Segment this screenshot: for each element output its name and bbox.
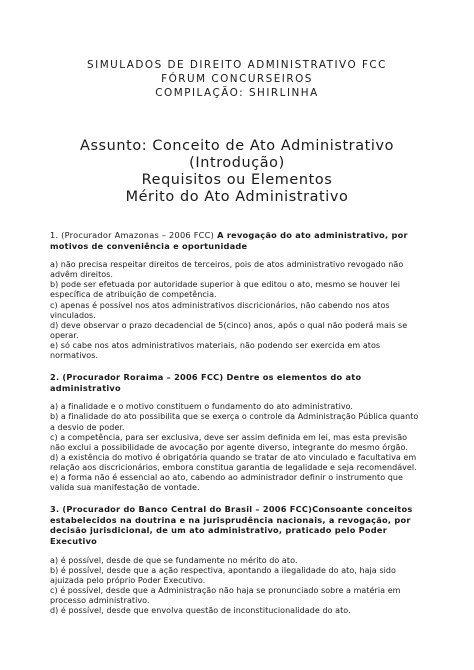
question-3-title	[50, 504, 424, 546]
option-a: a) é possível, desde de que se fundamente no mérito do ato.	[50, 555, 298, 565]
header-title: SIMULADOS DE DIREITO ADMINISTRATIVO FCC	[87, 59, 387, 71]
question-stem: Dentre os elementos do ato administrativo	[50, 372, 362, 393]
option-d: d) a existência do motivo é obrigatória quando se tratar de ato vinculado e facultativa em relação aos discricionários, embora constitua garantia de legalidade e seja recomendável.	[50, 452, 417, 472]
question-stem: Consoante conceitos estabelecidos na doutrina e na jurisprudência nacionais, a revogação, por decisão jurisdicional, de um ato administrativo, praticado pelo Poder Executivo	[50, 504, 413, 546]
option-e: e) a forma não é essencial ao ato, cabendo ao administrador definir o instrumento que valida sua manifestação de vontade.	[50, 472, 403, 493]
question-list	[50, 230, 424, 616]
question-number: 1.	[50, 230, 62, 240]
question-3	[50, 504, 424, 616]
option-c: c) é possível, desde que a Administração não haja se pronunciado sobre a matéria em processo administrativo.	[50, 585, 401, 605]
question-stem: A revogação do ato administrativo, por motivos de conveniência e oportunidade	[50, 230, 408, 251]
option-d: d) é possível, desde que envolva questão de inconstitucionalidade do ato.	[50, 606, 351, 615]
option-e: e) só cabe nos atos administrativos materiais, não podendo ser exercida em atos normativos.	[50, 340, 381, 361]
question-2-title	[50, 372, 424, 393]
subject-line-1: Assunto: Conceito de Ato Administrativo	[80, 138, 394, 154]
option-c: c) a competência, para ser exclusiva, deve ser assim definida em lei, mas esta previsão não exclui a possibilidade de avocação por agente diverso, integrante do mesmo órgão.	[50, 432, 408, 452]
header-forum: FÓRUM CONCURSEIROS	[161, 73, 313, 85]
question-number: 2.	[50, 372, 63, 383]
subject-line-4: Mérito do Ato Administrativo	[125, 189, 349, 205]
question-1-title	[50, 230, 424, 251]
option-c: c) apenas é possível nos atos administrativos discricionários, não cabendo nos atos vinculados.	[50, 300, 390, 320]
header-compilation: COMPILAÇÃO: SHIRLINHA	[155, 87, 319, 99]
subject-heading	[50, 138, 424, 206]
question-2	[50, 372, 424, 493]
option-b: b) é possível, desde que a ação respectiva, apontando a ilegalidade do ato, haja sido ajuizada pelo próprio Poder Executivo.	[50, 565, 396, 585]
option-d: d) deve observar o prazo decadencial de 5(cinco) anos, após o qual não poderá mais se operar.	[50, 320, 408, 340]
subject-line-3: Requisitos ou Elementos	[141, 172, 333, 188]
option-b: b) pode ser efetuada por autoridade superior à que editou o ato, mesmo se houver lei específica de atribuição de competência.	[50, 280, 401, 300]
subject-line-2: (Introdução)	[189, 155, 285, 171]
option-a: a) não precisa respeitar direitos de terceiros, pois de atos administrativo revogado não advêm direitos.	[50, 260, 404, 280]
question-number: 3.	[50, 504, 63, 515]
option-a: a) a finalidade e o motivo constituem o fundamento do ato administrativo.	[50, 402, 354, 412]
question-1	[50, 230, 424, 361]
document-header	[60, 58, 414, 100]
question-source: (Procurador do Banco Central do Brasil – 2006 FCC)	[62, 504, 313, 515]
option-b: b) a finalidade do ato possibilita que se exerça o controle da Administração Pública quanto a desvio de poder.	[50, 412, 419, 432]
question-source: (Procurador Amazonas – 2006 FCC)	[61, 230, 215, 240]
question-source: (Procurador Roraima – 2006 FCC)	[62, 372, 224, 383]
